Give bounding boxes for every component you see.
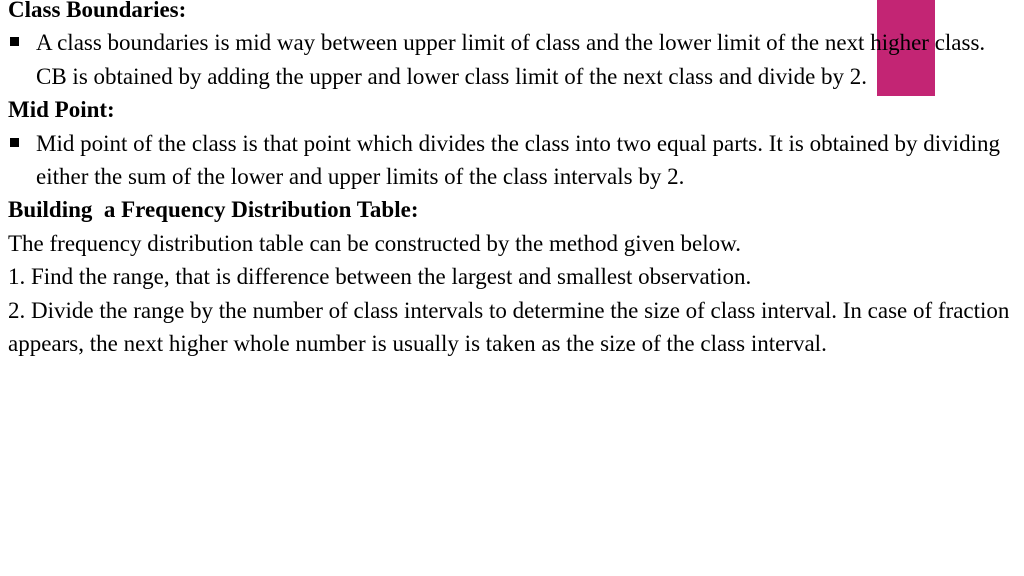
step-1: 1. Find the range, that is difference between the largest and smallest observation.: [8, 264, 752, 290]
class-boundaries-text: A class boundaries is mid way between upper limit of class and the lower limit of the next higher class. CB is obtained by adding the upper and lower class limit of the next class and divide by 2.: [36, 30, 986, 89]
slide-content: [8, 0, 1020, 360]
building-table-intro: The frequency distribution table can be constructed by the method given below.: [8, 230, 742, 256]
mid-point-text: Mid point of the class is that point which divides the class into two equal parts. It is obtained by dividing either the sum of the lower and upper limits of the class intervals by 2.: [36, 130, 1000, 190]
mid-point-bullet: [8, 127, 1020, 194]
square-bullet-icon: [10, 138, 19, 147]
class-boundaries-bullet: [8, 26, 1020, 93]
class-boundaries-heading: Class Boundaries:: [8, 0, 187, 22]
mid-point-heading: Mid Point:: [8, 97, 115, 123]
square-bullet-icon: [10, 37, 19, 46]
building-table-heading: Building a Frequency Distribution Table:: [8, 197, 419, 223]
step-2: 2. Divide the range by the number of class intervals to determine the size of class interval. In case of fraction appears, the next higher whole number is usually is taken as the size of the class interval.: [8, 297, 1010, 357]
